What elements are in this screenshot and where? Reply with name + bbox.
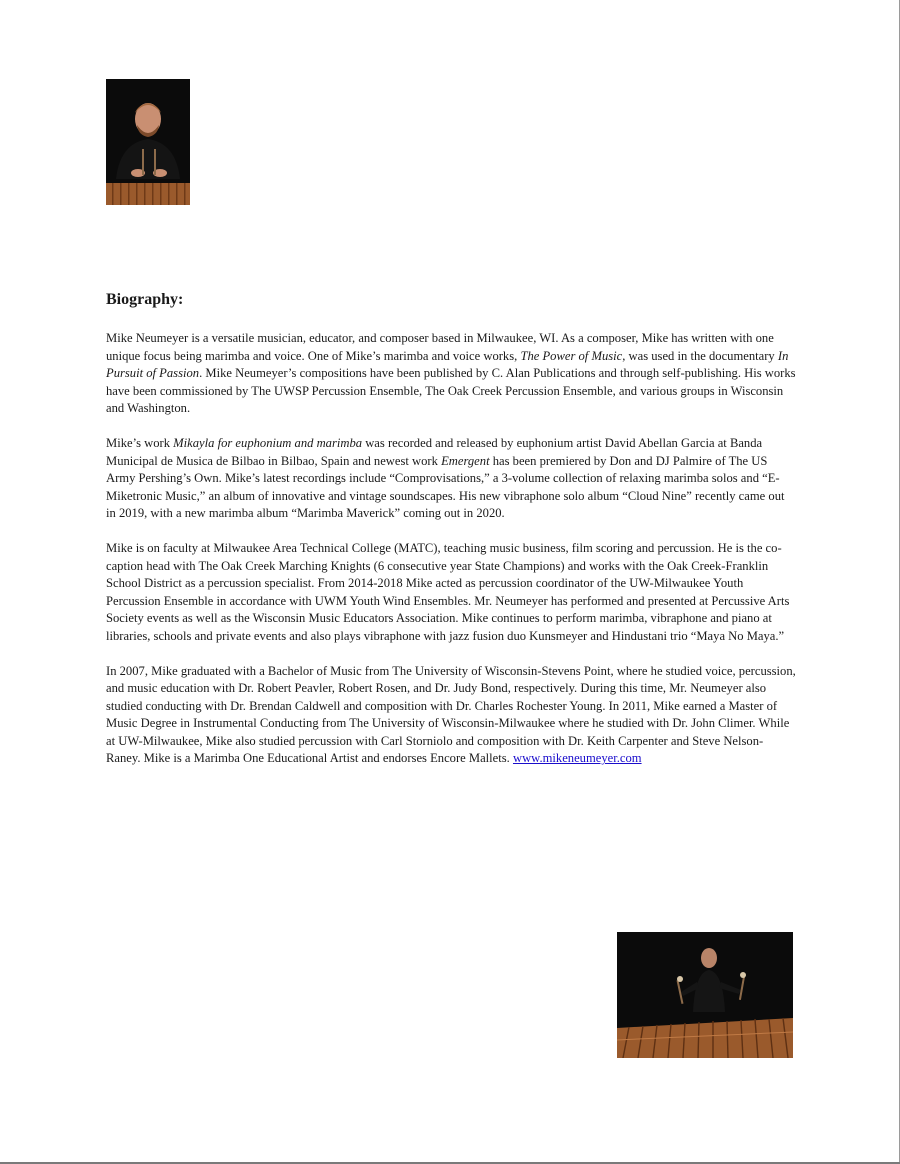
bio-text: Mike’s work [106, 435, 174, 450]
bio-paragraph: Mike is on faculty at Milwaukee Area Technical College (MATC), teaching music business, film scoring and percussion. He is the co- caption head with The Oak Creek Marching Knights (6 consecutive year State Champions) and works with the Oak Creek-Franklin School District as a percussion specialist. From 2014-2018 Mike acted as percussion coordinator of the UW-Milwaukee Youth Percussion Ensemble in accordance with UWM Youth Wind Ensembles. Mr. Neumeyer has performed and presented at Percussive Arts Society events as well as the Wisconsin Music Educators Association. Mike continues to perform marimba, vibraphone and piano at libraries, schools and private events and also plays vibraphone with jazz fusion duo Kunsmeyer and Hindustani trio “Maya No Maya.” [106, 540, 790, 643]
bio-text: Mike Neumeyer is a versatile musician, educator, and composer based in Milwaukee, WI. As a composer, Mike has written with one unique focus being marimba and voice. One of Mike’s marimba and voice works, [106, 331, 774, 363]
biography-heading: Biography: [106, 291, 184, 308]
bio-text: . Mike Neumeyer’s compositions have been published by C. Alan Publications and through self-publishing. His works have been commissioned by The UWSP Percussion Ensemble, The Oak Creek Percussion Ensemble, and various groups in Wisconsin and Washington. [106, 366, 796, 416]
website-link[interactable]: www.mikeneumeyer.com [512, 751, 642, 766]
portrait-photo-image [106, 79, 190, 205]
documentary-title: In Pursuit of Passion [106, 348, 789, 381]
performance-photo [617, 932, 793, 1058]
bio-paragraph [106, 435, 796, 523]
bio-text: has been premiered by Don and DJ Palmire of The US Army Pershing’s Own. Mike’s latest recordings include “Comprovisations,” a 3-volume collection of relaxing marimba solos and “E-Miketronic Music,” an album of innovative and vintage soundscapes. His new vibraphone solo album “Cloud Nine” recently came out in 2019, with a new marimba album “Marimba Maverick” coming out in 2020. [106, 453, 785, 521]
bio-paragraph [106, 663, 796, 769]
biography-body [106, 330, 796, 785]
bio-text: , was used in the documentary [622, 348, 778, 363]
bio-paragraph [106, 330, 796, 418]
work-title: Emergent [441, 453, 490, 468]
bio-text: In 2007, Mike graduated with a Bachelor of Music from The University of Wisconsin-Stevens Point, where he studied voice, percussion, and music education with Dr. Robert Peavler, Robert Rosen, and Dr. Judy Bond, respectively. During this time, Mr. Neumeyer also studied conducting with Dr. Brendan Caldwell and composition with Dr. Charles Rochester Young. In 2011, Mike earned a Master of Music Degree in Instrumental Conducting from The University of Wisconsin-Milwaukee where he studied with Dr. John Climer. While at UW-Milwaukee, Mike also studied percussion with Carl Storniolo and composition with Dr. Keith Carpenter and Steve Nelson-Raney. Mike is a Marimba One Educational Artist and endorses Encore Mallets. [106, 663, 796, 766]
work-title: Mikayla for euphonium and marimba [173, 435, 363, 450]
bio-text: was recorded and released by euphonium artist David Abellan Garcia at Banda Municipal de Musica de Bilbao in Bilbao, Spain and newest work [106, 435, 763, 468]
portrait-photo [106, 79, 190, 205]
performance-photo-image [617, 932, 793, 1058]
work-title: The Power of Music [520, 348, 623, 363]
